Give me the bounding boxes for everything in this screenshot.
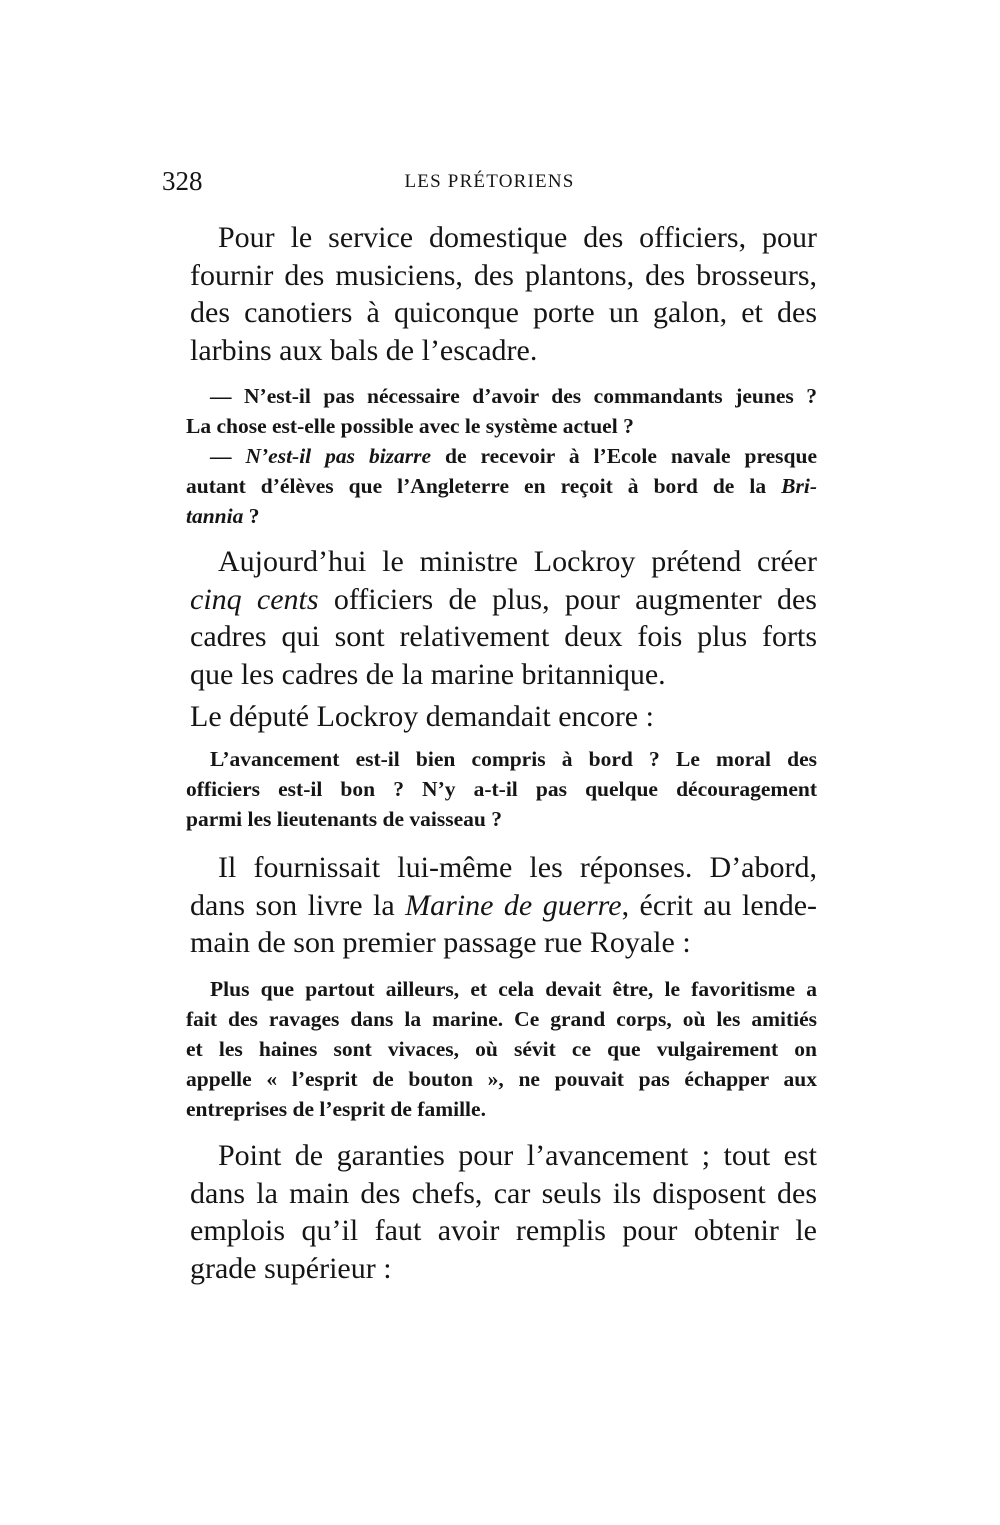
paragraph-garanties: [162, 1137, 817, 1287]
quote-ecole-navale: [162, 441, 817, 531]
text-line: Il fournissait lui-même les réponses. D’abord,: [218, 851, 817, 884]
text-line: emplois qu’il faut avoir remplis pour obtenir le: [190, 1214, 817, 1247]
text-line: Le député Lockroy demandait encore :: [190, 700, 654, 733]
quote-line: appelle « l’esprit de bouton », ne pouvait pas échapper aux: [186, 1067, 817, 1091]
quote-line: L’avancement est-il bien compris à bord ? Le moral des: [210, 747, 817, 771]
quote-favoritisme: [162, 974, 817, 1124]
text-line: [162, 887, 817, 925]
quote-line: La chose est-elle possible avec le système actuel ?: [186, 414, 634, 438]
quote-text: de recevoir à l’Ecole navale presque: [431, 444, 817, 468]
text-line: Aujourd’hui le ministre Lockroy prétend créer: [218, 545, 817, 578]
text-line: main de son premier passage rue Royale :: [190, 926, 691, 959]
text-line: Pour le service domestique des officiers, pour: [218, 221, 817, 254]
text-line: que les cadres de la marine britannique.: [190, 657, 666, 691]
paragraph-lockroy-cinq-cents: [162, 543, 817, 693]
quote-commandants-jeunes: [162, 381, 817, 441]
body-text: , écrit au lende-: [621, 888, 818, 922]
quote-line: — N’est-il pas nécessaire d’avoir des commandants jeunes ?: [210, 384, 817, 408]
quote-line: officiers est-il bon ? N’y a-t-il pas quelque découragement: [186, 777, 817, 801]
text-line: cadres qui sont relativement deux fois plus forts: [190, 620, 817, 653]
italic-ship-name-part: Bri-: [781, 474, 817, 498]
running-title: LES PRÉTORIENS: [404, 171, 575, 192]
paragraph-service-domestique: [162, 219, 817, 369]
paragraph-demandait-encore: [162, 698, 817, 736]
italic-ship-name-part: tannia: [186, 504, 244, 528]
quote-line: parmi les lieutenants de vaisseau ?: [186, 807, 502, 831]
quote-avancement: [162, 744, 817, 834]
quote-text: ?: [243, 504, 260, 528]
text-line: des canotiers à quiconque porte un galon, et des: [190, 296, 817, 329]
book-title: Marine de guerre: [405, 888, 622, 922]
quote-line: Plus que partout ailleurs, et cela devait être, le favoritisme a: [210, 977, 817, 1001]
text-line: grade supérieur :: [190, 1251, 392, 1285]
text-line: larbins aux bals de l’escadre.: [190, 333, 538, 367]
quote-text: autant d’élèves que l’Angleterre en reçoit à bord de la: [186, 474, 782, 498]
quote-line: entreprises de l’esprit de famille.: [186, 1097, 486, 1121]
dash: —: [210, 444, 246, 468]
quote-line: et les haines sont vivaces, où sévit ce que vulgairement on: [186, 1037, 817, 1061]
italic-phrase: N’est-il pas bizarre: [245, 444, 432, 468]
text-line: fournir des musiciens, des plantons, des brosseurs,: [190, 258, 817, 292]
paragraph-reponses: [162, 849, 817, 962]
text-line: Point de garanties pour l’avancement ; tout est: [218, 1139, 817, 1172]
text-line: dans la main des chefs, car seuls ils disposent des: [190, 1176, 817, 1210]
quote-line: [162, 441, 817, 471]
quote-line: fait des ravages dans la marine. Ce grand corps, où les amitiés: [186, 1007, 817, 1031]
text-line: [162, 581, 817, 619]
quote-line: [162, 471, 817, 501]
page-number: 328: [162, 166, 203, 196]
body-text: dans son livre la: [190, 888, 406, 922]
italic-phrase: cinq cents: [190, 582, 319, 616]
quote-line: [162, 501, 817, 531]
page-header: [162, 166, 817, 200]
body-text: officiers de plus, pour augmenter des: [318, 582, 817, 616]
